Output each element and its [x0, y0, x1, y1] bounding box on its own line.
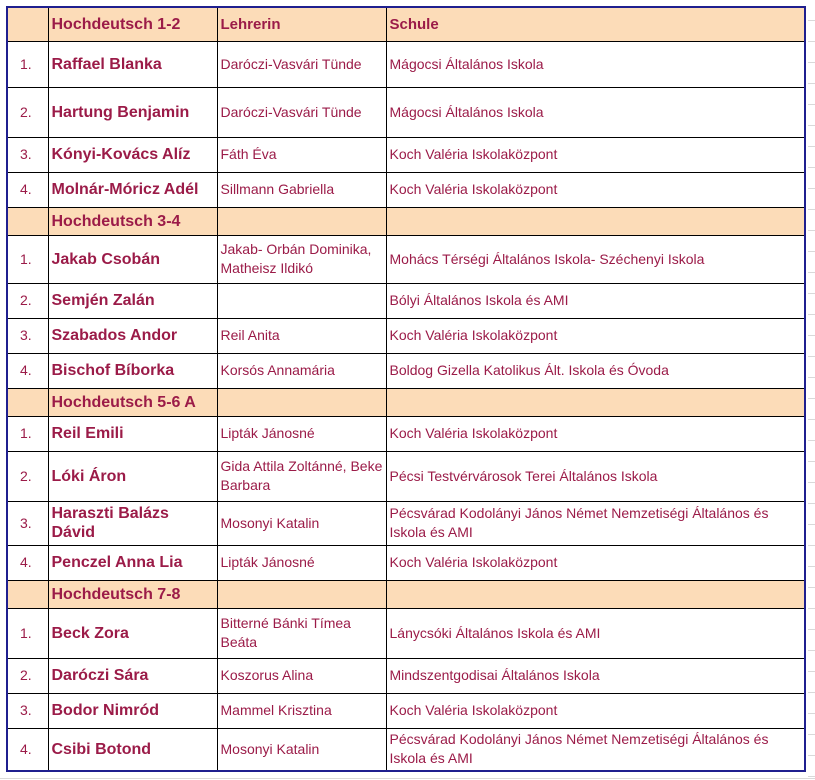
rank-cell: 4.: [7, 728, 48, 771]
section-title: Hochdeutsch 3-4: [48, 207, 217, 235]
sheet-gridline: [0, 778, 815, 779]
school-cell: Koch Valéria Iskolaközpont: [386, 416, 805, 451]
rank-cell: 1.: [7, 608, 48, 658]
teacher-cell: Daróczi-Vasvári Tünde: [217, 87, 386, 137]
student-name-cell: Szabados Andor: [48, 318, 217, 353]
rank-cell: 2.: [7, 283, 48, 318]
section-header-row: [7, 7, 805, 41]
section-header-blank: [386, 388, 805, 416]
section-header-blank: [7, 7, 48, 41]
section-title: Hochdeutsch 7-8: [48, 580, 217, 608]
teacher-column-header: Lehrerin: [217, 7, 386, 41]
school-cell: Boldog Gizella Katolikus Ált. Iskola és Óvoda: [386, 353, 805, 388]
school-cell: Koch Valéria Iskolaközpont: [386, 545, 805, 580]
school-cell: Koch Valéria Iskolaközpont: [386, 172, 805, 207]
rank-cell: 3.: [7, 137, 48, 172]
student-name-cell: Jakab Csobán: [48, 235, 217, 283]
teacher-cell: Korsós Annamária: [217, 353, 386, 388]
rank-cell: 4.: [7, 545, 48, 580]
rank-cell: 3.: [7, 501, 48, 545]
sheet-gridlines: [808, 0, 815, 780]
student-name-cell: Reil Emili: [48, 416, 217, 451]
table-row: [7, 87, 805, 137]
school-cell: Koch Valéria Iskolaközpont: [386, 693, 805, 728]
table-row: [7, 353, 805, 388]
teacher-cell: Bitterné Bánki Tímea Beáta: [217, 608, 386, 658]
table-row: [7, 658, 805, 693]
section-header-row: [7, 580, 805, 608]
student-name-cell: Lóki Áron: [48, 451, 217, 501]
teacher-cell: Sillmann Gabriella: [217, 172, 386, 207]
student-name-cell: Penczel Anna Lia: [48, 545, 217, 580]
table-row: [7, 172, 805, 207]
teacher-cell: Daróczi-Vasvári Tünde: [217, 41, 386, 87]
rank-cell: 3.: [7, 693, 48, 728]
section-header-blank: [386, 580, 805, 608]
table-row: [7, 693, 805, 728]
rank-cell: 3.: [7, 318, 48, 353]
teacher-cell: Jakab- Orbán Dominika, Matheisz Ildikó: [217, 235, 386, 283]
school-cell: Mágocsi Általános Iskola: [386, 87, 805, 137]
school-cell: Mohács Térségi Általános Iskola- Széchenyi Iskola: [386, 235, 805, 283]
section-header-blank: [7, 388, 48, 416]
table-row: [7, 137, 805, 172]
table-row: [7, 318, 805, 353]
section-header-blank: [217, 388, 386, 416]
table-row: [7, 545, 805, 580]
section-title: Hochdeutsch 5-6 A: [48, 388, 217, 416]
rank-cell: 4.: [7, 353, 48, 388]
school-cell: Pécsvárad Kodolányi János Német Nemzetiségi Általános és Iskola és AMI: [386, 728, 805, 771]
student-name-cell: Bodor Nimród: [48, 693, 217, 728]
rank-cell: 2.: [7, 87, 48, 137]
student-name-cell: Beck Zora: [48, 608, 217, 658]
table-row: [7, 451, 805, 501]
student-name-cell: Csibi Botond: [48, 728, 217, 771]
rank-cell: 1.: [7, 235, 48, 283]
school-cell: Pécsvárad Kodolányi János Német Nemzetiségi Általános és Iskola és AMI: [386, 501, 805, 545]
section-title: Hochdeutsch 1-2: [48, 7, 217, 41]
rank-cell: 2.: [7, 451, 48, 501]
table-row: [7, 235, 805, 283]
teacher-cell: Reil Anita: [217, 318, 386, 353]
table-row: [7, 728, 805, 771]
teacher-cell: Fáth Éva: [217, 137, 386, 172]
teacher-cell: Lipták Jánosné: [217, 545, 386, 580]
school-cell: Lánycsóki Általános Iskola és AMI: [386, 608, 805, 658]
school-cell: Mágocsi Általános Iskola: [386, 41, 805, 87]
student-name-cell: Hartung Benjamin: [48, 87, 217, 137]
table-row: [7, 41, 805, 87]
rank-cell: 4.: [7, 172, 48, 207]
section-header-row: [7, 207, 805, 235]
school-cell: Koch Valéria Iskolaközpont: [386, 137, 805, 172]
student-name-cell: Semjén Zalán: [48, 283, 217, 318]
rank-cell: 1.: [7, 41, 48, 87]
teacher-cell: Mosonyi Katalin: [217, 728, 386, 771]
table-row: [7, 416, 805, 451]
school-cell: Mindszentgodisai Általános Iskola: [386, 658, 805, 693]
rank-cell: 1.: [7, 416, 48, 451]
school-cell: Pécsi Testvérvárosok Terei Általános Iskola: [386, 451, 805, 501]
section-header-blank: [7, 580, 48, 608]
teacher-cell: Lipták Jánosné: [217, 416, 386, 451]
student-name-cell: Bischof Bíborka: [48, 353, 217, 388]
student-name-cell: Daróczi Sára: [48, 658, 217, 693]
section-header-blank: [217, 207, 386, 235]
student-name-cell: Kónyi-Kovács Alíz: [48, 137, 217, 172]
student-name-cell: Raffael Blanka: [48, 41, 217, 87]
section-header-row: [7, 388, 805, 416]
student-name-cell: Haraszti Balázs Dávid: [48, 501, 217, 545]
table-row: [7, 608, 805, 658]
table-row: [7, 501, 805, 545]
teacher-cell: Gida Attila Zoltánné, Beke Barbara: [217, 451, 386, 501]
school-column-header: Schule: [386, 7, 805, 41]
section-header-blank: [386, 207, 805, 235]
school-cell: Bólyi Általános Iskola és AMI: [386, 283, 805, 318]
results-table: [6, 6, 806, 772]
section-header-blank: [217, 580, 386, 608]
teacher-cell: Mosonyi Katalin: [217, 501, 386, 545]
section-header-blank: [7, 207, 48, 235]
teacher-cell: [217, 283, 386, 318]
teacher-cell: Koszorus Alina: [217, 658, 386, 693]
rank-cell: 2.: [7, 658, 48, 693]
table-row: [7, 283, 805, 318]
student-name-cell: Molnár-Móricz Adél: [48, 172, 217, 207]
school-cell: Koch Valéria Iskolaközpont: [386, 318, 805, 353]
teacher-cell: Mammel Krisztina: [217, 693, 386, 728]
